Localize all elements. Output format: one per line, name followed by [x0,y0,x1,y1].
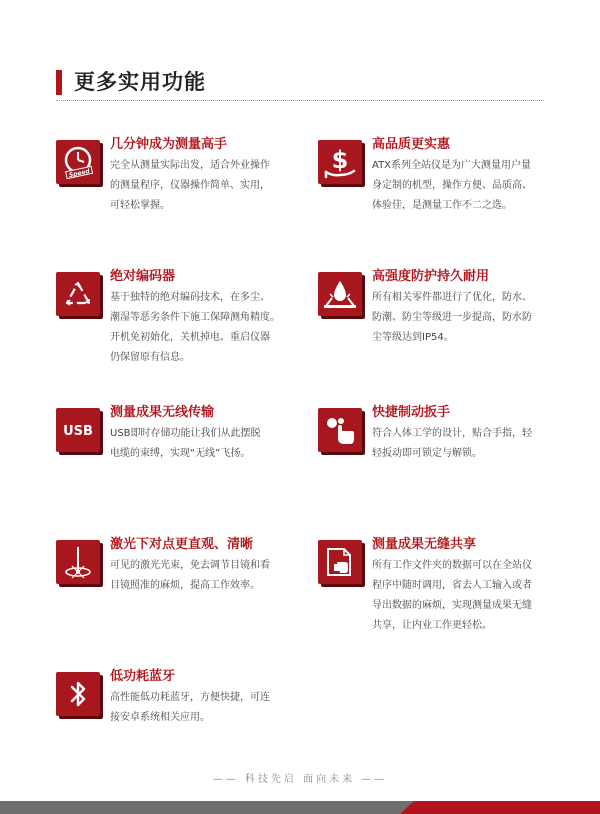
feature-line: 目镜照准的麻烦，提高工作效率。 [110,580,260,591]
feature-description [110,688,290,728]
header-dotted-rule [56,100,544,101]
svg-text:Speed: Speed [68,167,91,180]
svg-text:$: $ [331,146,349,174]
page-title: 更多实用功能 [74,70,206,94]
feature-line: ATX系列全站仪是为广大测量用户量 [372,160,532,171]
dollar-hand-icon [318,140,362,184]
feature-line: 身定制的机型，操作方便、品质高、 [372,180,532,191]
feature-title: 低功耗蓝牙 [110,669,176,684]
feature-line: 可轻松掌握。 [110,200,170,211]
feature-line: 导出数据的麻烦，实现测量成果无缝 [372,600,532,611]
feature-line: USB即时存储功能让我们从此摆脱 [110,428,261,439]
page-footer [0,770,600,814]
feature-description [110,424,290,464]
feature-line: 潮湿等恶劣条件下施工保障测角精度。 [110,312,280,323]
document-share-icon [318,540,362,584]
feature-line: 程序中随时调用，省去人工输入或者 [372,580,532,591]
feature-line: 完全从测量实际出发，适合外业操作 [110,160,270,171]
feature-description [372,156,552,216]
feature-description [110,288,290,368]
header-accent-bar [56,70,62,95]
speed-clock-icon [56,140,100,184]
section-header [56,66,544,106]
feature-title: 几分钟成为测量高手 [110,137,228,152]
feature-description [372,288,552,348]
usb-icon [56,408,100,452]
feature-description [372,424,552,464]
finger-press-icon [318,408,362,452]
feature-line: 尘等级达到IP54。 [372,332,454,343]
feature-title: 激光下对点更直观、清晰 [110,537,254,552]
footer-slogan: —— 科技先启 面向未来 —— [212,774,388,785]
feature-line: 基于独特的绝对编码技术，在多尘、 [110,292,270,303]
footer-red-band [400,801,600,814]
laser-plumb-icon [56,540,100,584]
feature-line: 符合人体工学的设计，贴合手指，轻 [372,428,532,439]
feature-description [110,156,290,216]
feature-description [110,556,290,596]
water-drop-shield-icon [318,272,362,316]
triangle-arrows-icon [56,272,100,316]
feature-line: 高性能低功耗蓝牙，方便快捷，可连 [110,692,270,703]
feature-line: 共享，让内业工作更轻松。 [372,620,492,631]
feature-line: 体验佳，是测量工作不二之选。 [372,200,512,211]
usb-icon-label: USB [63,424,93,439]
feature-title: 测量成果无缝共享 [372,537,477,552]
feature-line: 仍保留原有信息。 [110,352,190,363]
feature-line: 开机免初始化，关机掉电、重启仪器 [110,332,270,343]
bluetooth-icon [56,672,100,716]
feature-line: 轻扳动即可锁定与解锁。 [372,448,482,459]
feature-title: 高品质更实惠 [372,137,451,152]
feature-line: 电缆的束缚，实现“无线”飞扬。 [110,448,251,459]
feature-title: 测量成果无线传输 [110,405,215,420]
feature-line: 所有工作文件夹的数据可以在全站仪 [372,560,532,571]
feature-line: 所有相关零件都进行了优化，防水、 [372,292,532,303]
feature-line: 可见的激光光束，免去调节目镜和看 [110,560,270,571]
feature-line: 防潮、防尘等级进一步提高，防水防 [372,312,532,323]
feature-title: 高强度防护持久耐用 [372,269,490,284]
feature-title: 绝对编码器 [110,269,176,284]
feature-line: 接安卓系统相关应用。 [110,712,210,723]
feature-line: 的测量程序，仪器操作简单、实用， [110,180,270,191]
feature-description [372,556,552,636]
feature-title: 快捷制动扳手 [372,405,451,420]
